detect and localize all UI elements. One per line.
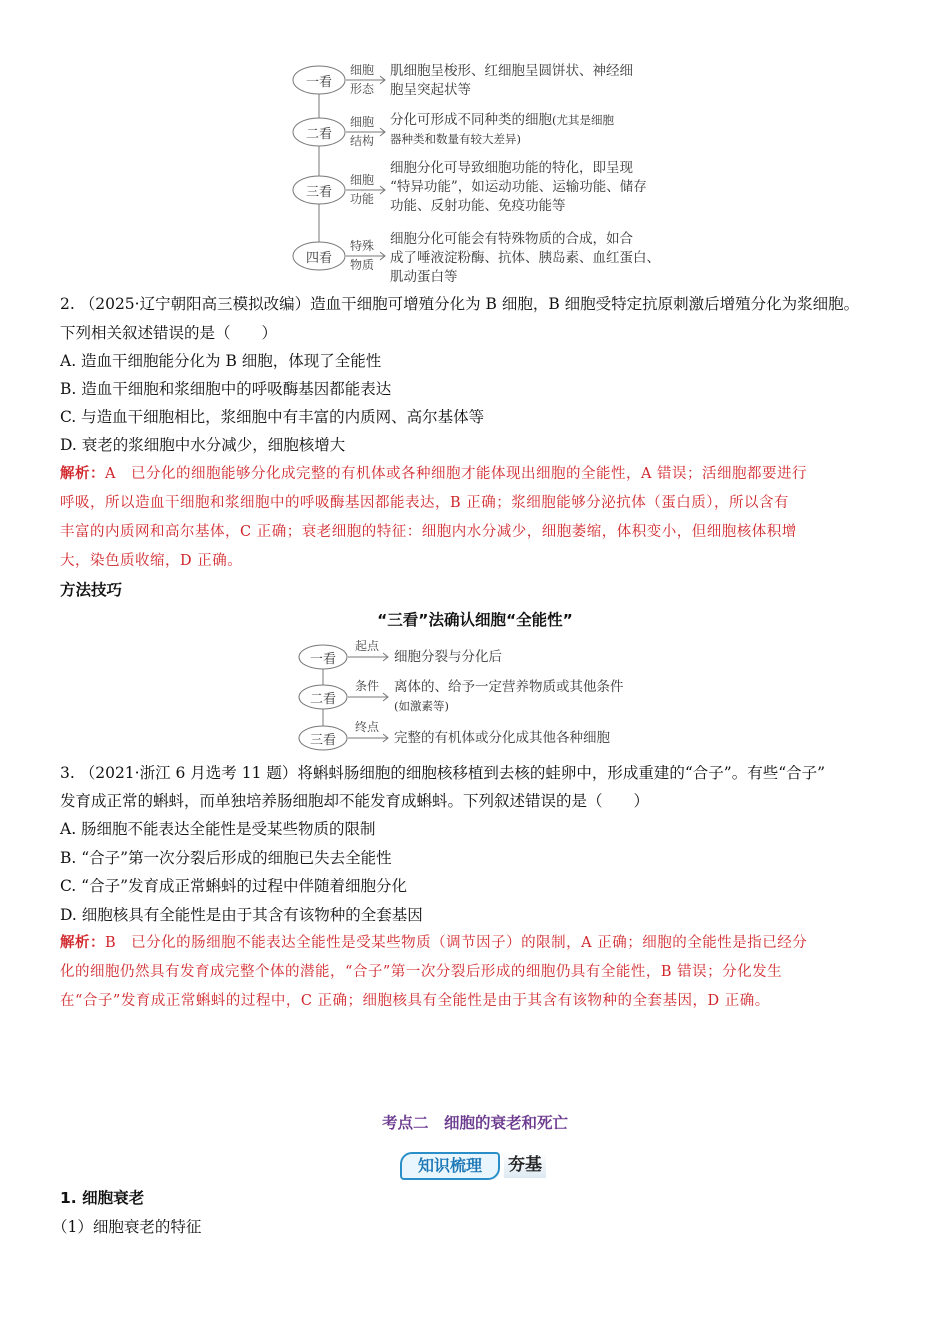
section2-heading-2: （1）细胞衰老的特征 bbox=[52, 1218, 202, 1236]
diagram1-sub-2b: 结构 bbox=[349, 134, 374, 148]
method-label-1: 起点 bbox=[354, 639, 379, 653]
q2-answer-label: 解析： bbox=[60, 466, 105, 482]
method-text-2b: (如激素等) bbox=[394, 699, 449, 713]
q3-option-d: D. 细胞核具有全能性是由于其含有该物种的全套基因 bbox=[60, 906, 423, 924]
diagram1-circle-1: 一看 bbox=[305, 75, 332, 90]
method-circle-2: 二看 bbox=[309, 692, 336, 707]
diagram1-text-1a: 肌细胞呈梭形、红细胞呈圆饼状、神经细 bbox=[390, 63, 633, 79]
q2-answer-line4: 大，染色质收缩，D 正确。 bbox=[60, 553, 243, 569]
q2-option-b: B. 造血干细胞和浆细胞中的呼吸酶基因都能表达 bbox=[60, 380, 392, 398]
diagram1-text-2a-main: 分化可形成不同种类的细胞 bbox=[390, 112, 552, 128]
q2-answer-line3: 丰富的内质网和高尔基体，C 正确；衰老细胞的特征：细胞内水分减少，细胞萎缩，体积变小，但细胞核体积增 bbox=[60, 524, 797, 540]
method-text-2: 离体的、给予一定营养物质或其他条件 bbox=[394, 679, 624, 695]
cell-differentiation-diagram bbox=[290, 58, 670, 290]
diagram1-sub-3a: 细胞 bbox=[349, 173, 374, 187]
q3-stem-line2: 发育成正常的蝌蚪，而单独培养肠细胞却不能发育成蝌蚪。下列叙述错误的是（ ） bbox=[60, 792, 650, 810]
method-circle-1: 一看 bbox=[309, 652, 336, 667]
diagram1-text-4a: 细胞分化可能会有特殊物质的合成，如合 bbox=[390, 231, 633, 247]
method-heading: 方法技巧 bbox=[60, 581, 123, 599]
diagram1-text-2a-note: (尤其是细胞 bbox=[552, 113, 614, 127]
q2-stem-line1: 2. （2025·辽宁朝阳高三模拟改编）造血干细胞可增殖分化为 B 细胞，B 细胞受特定抗原刺激后增殖分化为浆细胞。 bbox=[60, 295, 860, 313]
q3-option-a: A. 肠细胞不能表达全能性是受某些物质的限制 bbox=[60, 820, 376, 838]
q2-option-c: C. 与造血干细胞相比，浆细胞中有丰富的内质网、高尔基体等 bbox=[60, 408, 485, 426]
section2-title: 考点二 细胞的衰老和死亡 bbox=[381, 1114, 568, 1132]
q2-option-a: A. 造血干细胞能分化为 B 细胞，体现了全能性 bbox=[60, 352, 382, 370]
diagram1-circle-3: 三看 bbox=[305, 185, 332, 200]
method-title: “三看”法确认细胞“全能性” bbox=[377, 611, 573, 629]
diagram1-circle-4: 四看 bbox=[305, 251, 332, 266]
method-label-2: 条件 bbox=[354, 679, 379, 693]
method-circle-3: 三看 bbox=[309, 733, 336, 748]
q2-option-d: D. 衰老的浆细胞中水分减少，细胞核增大 bbox=[60, 436, 346, 454]
q2-answer-line2: 呼吸，所以造血干细胞和浆细胞中的呼吸酶基因都能表达，B 正确；浆细胞能够分泌抗体（蛋白质），所以含有 bbox=[60, 495, 790, 511]
diagram1-text-1b: 胞呈突起状等 bbox=[390, 82, 471, 98]
q3-option-c: C. “合子”发育成正常蝌蚪的过程中伴随着细胞分化 bbox=[60, 877, 408, 895]
q2-stem-line2: 下列相关叙述错误的是（ ） bbox=[60, 324, 278, 342]
q3-answer-line3: 在“合子”发育成正常蝌蚪的过程中，C 正确；细胞核具有全能性是由于其含有该物种的全套基因，D 正确。 bbox=[60, 993, 770, 1009]
diagram1-text-4c: 肌动蛋白等 bbox=[390, 269, 458, 285]
method-label-3: 终点 bbox=[354, 720, 379, 734]
badge-main-label: 知识梳理 bbox=[400, 1152, 500, 1180]
q3-answer-label: 解析： bbox=[60, 935, 105, 951]
diagram1-sub-4b: 物质 bbox=[349, 258, 374, 272]
section2-heading-1: 1. 细胞衰老 bbox=[60, 1189, 145, 1207]
diagram1-sub-2a: 细胞 bbox=[349, 115, 374, 129]
diagram1-text-3b: “特异功能”，如运动功能、运输功能、储存 bbox=[390, 179, 647, 195]
diagram1-text-2b: 器种类和数量有较大差异) bbox=[390, 132, 521, 146]
diagram1-text-4b: 成了唾液淀粉酶、抗体、胰岛素、血红蛋白、 bbox=[390, 250, 660, 266]
q2-answer-line1: A 已分化的细胞能够分化成完整的有机体或各种细胞才能体现出细胞的全能性，A 错误；活细胞都要进行 bbox=[105, 466, 808, 482]
diagram1-text-2a bbox=[390, 111, 614, 130]
q2-answer bbox=[60, 460, 900, 576]
method-text-1: 细胞分裂与分化后 bbox=[394, 649, 502, 665]
badge-sub-label: 夯基 bbox=[504, 1152, 546, 1178]
diagram1-sub-1a: 细胞 bbox=[349, 63, 374, 77]
q3-answer bbox=[60, 929, 900, 1016]
totipotency-diagram bbox=[298, 638, 668, 756]
diagram1-sub-3b: 功能 bbox=[349, 192, 374, 206]
diagram1-text-3a: 细胞分化可导致细胞功能的特化，即呈现 bbox=[390, 160, 633, 176]
q3-answer-line2: 化的细胞仍然具有发育成完整个体的潜能，“合子”第一次分裂后形成的细胞仍具有全能性，B 错误；分化发生 bbox=[60, 964, 783, 980]
knowledge-badge bbox=[400, 1150, 550, 1180]
q3-answer-line1: B 已分化的肠细胞不能表达全能性是受某些物质（调节因子）的限制，A 正确；细胞的全能性是指已经分 bbox=[105, 935, 808, 951]
diagram1-sub-4a: 特殊 bbox=[349, 239, 374, 253]
diagram1-circle-2: 二看 bbox=[305, 127, 332, 142]
q3-stem-line1: 3. （2021·浙江 6 月选考 11 题）将蝌蚪肠细胞的细胞核移植到去核的蛙卵中，形成重建的“合子”。有些“合子” bbox=[60, 764, 826, 782]
q3-option-b: B. “合子”第一次分裂后形成的细胞已失去全能性 bbox=[60, 849, 392, 867]
method-text-3: 完整的有机体或分化成其他各种细胞 bbox=[394, 730, 610, 746]
diagram1-sub-1b: 形态 bbox=[349, 82, 374, 96]
diagram1-text-3c: 功能、反射功能、免疫功能等 bbox=[390, 198, 566, 214]
